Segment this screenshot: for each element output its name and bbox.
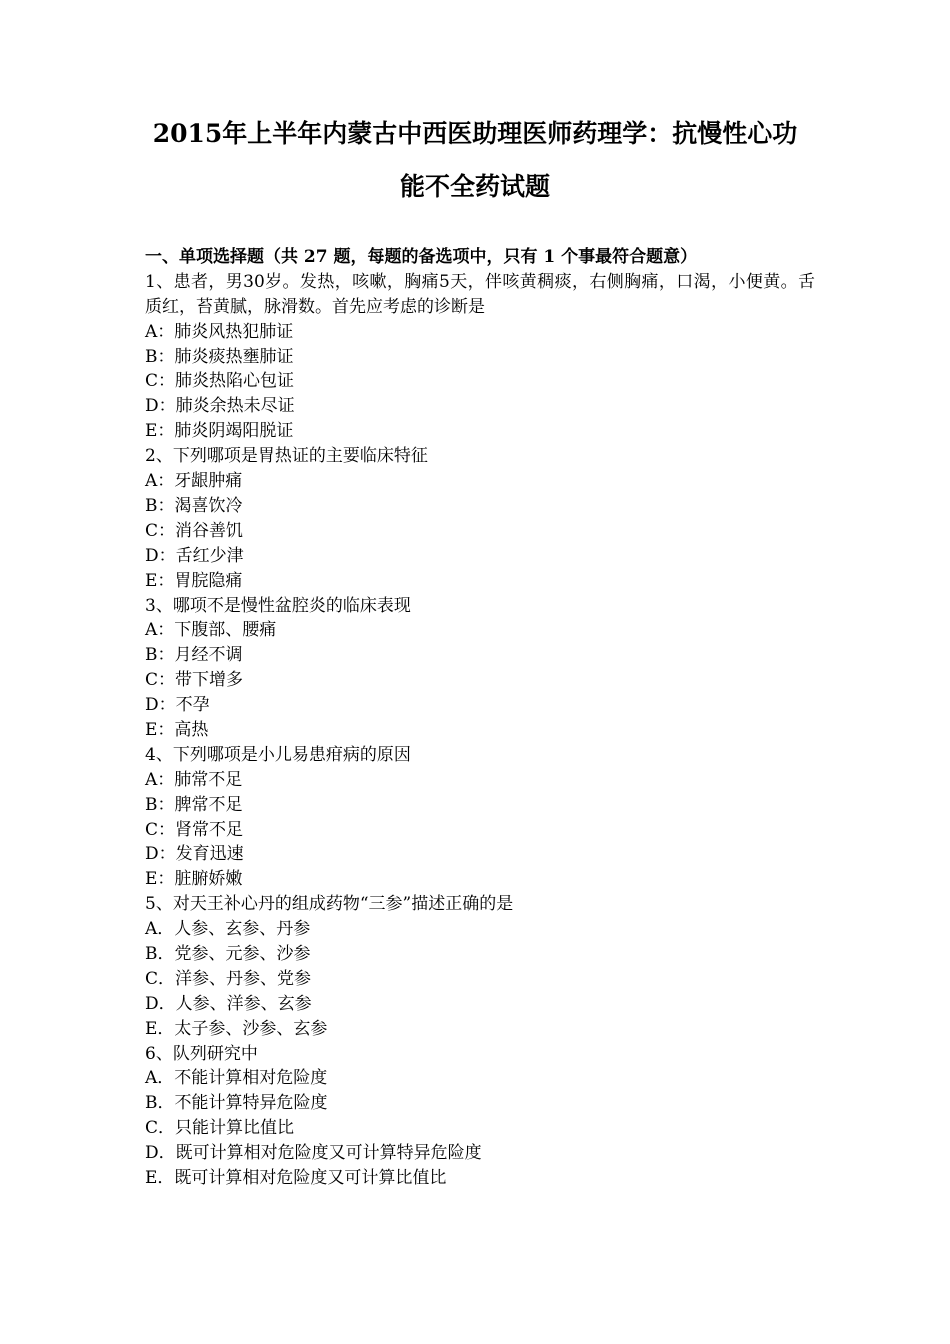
option-e: E．既可计算相对危险度又可计算比值比 [145,1167,447,1188]
option-a: A：肺常不足 [145,769,243,790]
option-a: A．人参、玄参、丹参 [145,919,311,940]
option-d: D：舌红少津 [145,545,244,566]
option-d: D：发育迅速 [145,844,244,865]
question-6 [145,1042,815,1191]
document-title-line-2: 能不全药试题 [399,172,550,201]
option-a: A．不能计算相对危险度 [145,1068,328,1089]
question-stem: 5、对天王补心丹的组成药物“三参”描述正确的是 [145,894,514,915]
question-4 [145,743,815,892]
option-c: C．洋参、丹参、党参 [145,968,312,989]
option-e: E：胃脘隐痛 [145,570,243,591]
option-e: E：脏腑娇嫩 [145,869,243,890]
question-2 [145,444,815,593]
document-title-line-1: 2015年上半年内蒙古中西医助理医师药理学：抗慢性心功 [152,119,798,148]
option-d: D．人参、洋参、玄参 [145,993,312,1014]
section-heading: 一、单项选择题（共 27 题，每题的备选项中，只有 1 个事最符合题意） [145,247,698,267]
question-5 [145,892,815,1041]
option-a: A：下腹部、腰痛 [145,620,277,641]
option-d: D：肺炎余热未尽证 [145,396,295,417]
option-b: B：肺炎痰热壅肺证 [145,346,294,367]
option-b: B．不能计算特异危险度 [145,1093,328,1114]
option-b: B：脾常不足 [145,794,243,815]
option-d: D．既可计算相对危险度又可计算特异危险度 [145,1143,482,1164]
option-c: C：消谷善饥 [145,520,244,541]
option-c: C．只能计算比值比 [145,1118,295,1139]
question-3 [145,594,815,743]
question-stem: 2、下列哪项是胃热证的主要临床特征 [145,446,428,467]
option-d: D：不孕 [145,695,210,716]
question-stem: 6、队列研究中 [145,1043,258,1064]
option-c: C：肾常不足 [145,819,244,840]
question-stem: 3、哪项不是慢性盆腔炎的临床表现 [145,595,411,616]
document-body [145,245,815,1191]
question-1 [145,270,815,444]
option-a: A：肺炎风热犯肺证 [145,321,294,342]
question-stem: 1、患者，男30岁。发热，咳嗽，胸痛5天，伴咳黄稠痰，右侧胸痛，口渴，小便黄。舌质红，苔黄腻，脉滑数。首先应考虑的诊断是 [145,271,815,317]
question-stem: 4、下列哪项是小儿易患疳病的原因 [145,744,411,765]
option-b: B：渴喜饮冷 [145,495,243,516]
option-c: C：肺炎热陷心包证 [145,371,295,392]
option-e: E：肺炎阴竭阳脱证 [145,421,294,442]
option-b: B：月经不调 [145,645,243,666]
option-e: E：高热 [145,719,209,740]
option-c: C：带下增多 [145,670,244,691]
option-b: B．党参、元参、沙参 [145,943,311,964]
option-e: E．太子参、沙参、玄参 [145,1018,328,1039]
option-a: A：牙龈肿痛 [145,471,243,492]
